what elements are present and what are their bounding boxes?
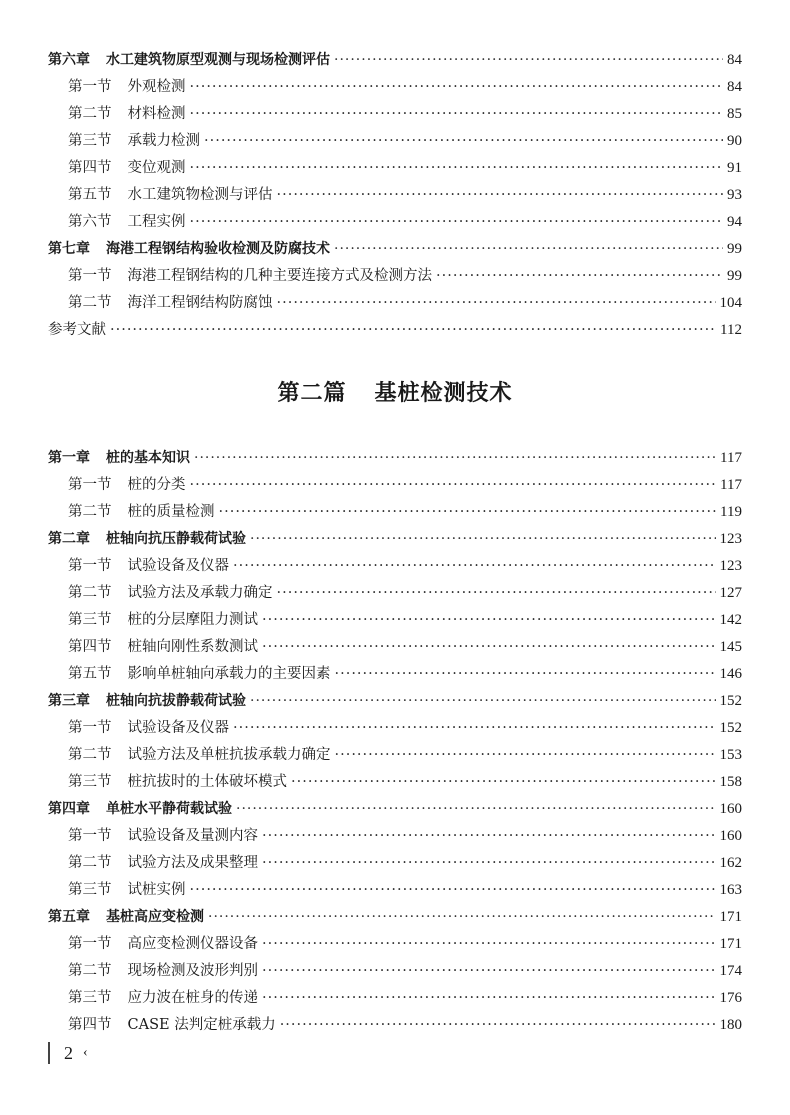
- toc-section-entry[interactable]: [48, 263, 742, 290]
- entry-number: 第三节: [68, 612, 112, 628]
- entry-title: 桩抗拔时的土体破坏模式: [127, 774, 287, 790]
- toc-chapter-entry[interactable]: [48, 688, 742, 715]
- toc-section-entry[interactable]: [48, 742, 742, 769]
- toc-section-entry[interactable]: [48, 823, 742, 850]
- toc-section-entry[interactable]: [48, 1012, 742, 1039]
- entry-number: 第一节: [68, 828, 112, 844]
- entry-page: 176: [719, 990, 742, 1006]
- dot-leader: [190, 155, 724, 182]
- entry-number: 第六节: [68, 214, 112, 230]
- dot-leader: [262, 850, 716, 877]
- toc-section-entry[interactable]: [48, 634, 742, 661]
- entry-title: 桩轴向刚性系数测试: [127, 639, 258, 655]
- entry-page: 142: [719, 612, 742, 628]
- entry-title: 海港工程钢结构验收检测及防腐技术: [106, 241, 330, 257]
- toc-section-entry[interactable]: [48, 472, 742, 499]
- entry-title: 试验设备及仪器: [127, 558, 229, 574]
- dot-leader: [262, 607, 716, 634]
- entry-title: 承载力检测: [127, 133, 200, 149]
- toc-section-entry[interactable]: [48, 985, 742, 1012]
- entry-title: 影响单桩轴向承载力的主要因素: [127, 666, 331, 682]
- dot-leader: [250, 688, 716, 715]
- entry-number: 第七章: [48, 241, 90, 257]
- entry-page: 171: [719, 909, 742, 925]
- entry-number: 第三节: [68, 882, 112, 898]
- entry-title: 试验方法及成果整理: [127, 855, 258, 871]
- entry-title: 水工建筑物原型观测与现场检测评估: [106, 52, 330, 68]
- toc-section-entry[interactable]: [48, 209, 742, 236]
- dot-leader: [110, 317, 716, 344]
- toc-section-entry[interactable]: [48, 877, 742, 904]
- entry-title: 试验方法及承载力确定: [127, 585, 273, 601]
- entry-title: 试验设备及仪器: [127, 720, 229, 736]
- dot-leader: [262, 931, 716, 958]
- toc-chapter-entry[interactable]: [48, 904, 742, 931]
- dot-leader: [233, 553, 716, 580]
- entry-title: 水工建筑物检测与评估: [127, 187, 273, 203]
- entry-number: 第一节: [68, 936, 112, 952]
- entry-title: 变位观测: [127, 160, 186, 176]
- entry-title: 外观检测: [127, 79, 186, 95]
- toc-part2: [48, 445, 742, 1039]
- entry-page: 153: [719, 747, 742, 763]
- toc-chapter-entry[interactable]: [48, 47, 742, 74]
- part-name: 基桩检测技术: [374, 380, 513, 406]
- entry-page: 90: [727, 133, 742, 149]
- entry-page: 146: [719, 666, 742, 682]
- entry-title: 高应变检测仪器设备: [127, 936, 258, 952]
- toc-section-entry[interactable]: [48, 580, 742, 607]
- entry-number: 第五章: [48, 909, 90, 925]
- toc-part1-tail: [48, 47, 742, 344]
- entry-title: 试验设备及量测内容: [127, 828, 258, 844]
- toc-section-entry[interactable]: [48, 499, 742, 526]
- dot-leader: [208, 904, 716, 931]
- entry-page: 99: [727, 241, 742, 257]
- part-title: [0, 376, 790, 407]
- entry-number: 第一节: [68, 477, 112, 493]
- entry-title: 桩的基本知识: [106, 450, 190, 466]
- toc-section-entry[interactable]: [48, 182, 742, 209]
- entry-page: 180: [719, 1017, 742, 1033]
- entry-page: 84: [727, 52, 742, 68]
- dot-leader: [277, 580, 716, 607]
- dot-leader: [236, 796, 716, 823]
- entry-title: 桩的分类: [127, 477, 186, 493]
- entry-page: 163: [719, 882, 742, 898]
- toc-section-entry[interactable]: [48, 958, 742, 985]
- entry-number: 第二节: [68, 504, 112, 520]
- page-number: 2: [64, 1042, 73, 1063]
- entry-page: 112: [720, 322, 742, 338]
- entry-title: 海港工程钢结构的几种主要连接方式及检测方法: [127, 268, 432, 284]
- entry-number: 第三章: [48, 693, 90, 709]
- entry-title: 材料检测: [127, 106, 186, 122]
- entry-title: 应力波在桩身的传递: [127, 990, 258, 1006]
- entry-number: 第一节: [68, 558, 112, 574]
- entry-number: 第二节: [68, 106, 112, 122]
- entry-title: 试验方法及单桩抗拔承载力确定: [127, 747, 331, 763]
- entry-number: 第五节: [68, 666, 112, 682]
- entry-title: 桩轴向抗拔静载荷试验: [106, 693, 246, 709]
- entry-page: 119: [720, 504, 742, 520]
- entry-page: 91: [727, 160, 742, 176]
- entry-number: 第四节: [68, 160, 112, 176]
- toc-section-entry[interactable]: [48, 101, 742, 128]
- entry-title: 试桩实例: [127, 882, 186, 898]
- entry-page: 127: [719, 585, 742, 601]
- entry-number: 第一节: [68, 268, 112, 284]
- dot-leader: [190, 209, 724, 236]
- entry-number: 第二节: [68, 963, 112, 979]
- entry-number: 第二节: [68, 747, 112, 763]
- entry-number: 第四章: [48, 801, 90, 817]
- entry-title: 工程实例: [127, 214, 186, 230]
- arrow-left-icon: ‹: [83, 1045, 88, 1060]
- toc-chapter-entry[interactable]: [48, 526, 742, 553]
- dot-leader: [204, 128, 723, 155]
- entry-title: 参考文献: [48, 322, 106, 338]
- entry-title: 桩的分层摩阻力测试: [127, 612, 258, 628]
- dot-leader: [250, 526, 716, 553]
- entry-page: 171: [719, 936, 742, 952]
- entry-page: 99: [727, 268, 742, 284]
- entry-number: 第三节: [68, 774, 112, 790]
- entry-number: 第三节: [68, 133, 112, 149]
- entry-page: 84: [727, 79, 742, 95]
- entry-number: 第二节: [68, 585, 112, 601]
- entry-page: 117: [720, 477, 742, 493]
- entry-number: 第六章: [48, 52, 90, 68]
- toc-references-entry[interactable]: [48, 317, 742, 344]
- entry-number: 第四节: [68, 1017, 112, 1033]
- dot-leader: [190, 74, 724, 101]
- dot-leader: [262, 985, 716, 1012]
- toc-section-entry[interactable]: [48, 607, 742, 634]
- dot-leader: [219, 499, 717, 526]
- toc-chapter-entry[interactable]: [48, 445, 742, 472]
- entry-page: 160: [719, 828, 742, 844]
- footer-rule: [48, 1042, 50, 1064]
- entry-page: 145: [719, 639, 742, 655]
- dot-leader: [334, 47, 723, 74]
- dot-leader: [335, 742, 716, 769]
- entry-title: 现场检测及波形判别: [127, 963, 258, 979]
- entry-title: 基桩高应变检测: [106, 909, 204, 925]
- toc-section-entry[interactable]: [48, 290, 742, 317]
- entry-page: 117: [720, 450, 742, 466]
- dot-leader: [194, 445, 716, 472]
- toc-section-entry[interactable]: [48, 715, 742, 742]
- toc-section-entry[interactable]: [48, 661, 742, 688]
- dot-leader: [291, 769, 716, 796]
- entry-page: 162: [719, 855, 742, 871]
- dot-leader: [190, 472, 717, 499]
- entry-number: 第一节: [68, 720, 112, 736]
- toc-chapter-entry[interactable]: [48, 796, 742, 823]
- entry-title: 桩轴向抗压静载荷试验: [106, 531, 246, 547]
- toc-section-entry[interactable]: [48, 74, 742, 101]
- entry-page: 158: [719, 774, 742, 790]
- toc-section-entry[interactable]: [48, 850, 742, 877]
- toc-section-entry[interactable]: [48, 553, 742, 580]
- entry-title: CASE 法判定桩承载力: [127, 1017, 276, 1033]
- entry-number: 第三节: [68, 990, 112, 1006]
- dot-leader: [277, 182, 724, 209]
- entry-page: 174: [719, 963, 742, 979]
- entry-page: 123: [719, 558, 742, 574]
- entry-number: 第一节: [68, 79, 112, 95]
- entry-number: 第四节: [68, 639, 112, 655]
- entry-page: 123: [719, 531, 742, 547]
- dot-leader: [436, 263, 723, 290]
- entry-page: 104: [719, 295, 742, 311]
- entry-page: 152: [719, 693, 742, 709]
- dot-leader: [335, 661, 716, 688]
- entry-page: 152: [719, 720, 742, 736]
- page-footer: [48, 1042, 88, 1064]
- dot-leader: [190, 877, 716, 904]
- entry-number: 第二章: [48, 531, 90, 547]
- toc-section-entry[interactable]: [48, 931, 742, 958]
- dot-leader: [277, 290, 716, 317]
- dot-leader: [262, 823, 716, 850]
- dot-leader: [190, 101, 724, 128]
- dot-leader: [262, 634, 716, 661]
- dot-leader: [233, 715, 716, 742]
- toc-chapter-entry[interactable]: [48, 236, 742, 263]
- entry-number: 第二节: [68, 855, 112, 871]
- entry-number: 第五节: [68, 187, 112, 203]
- dot-leader: [262, 958, 716, 985]
- entry-page: 160: [719, 801, 742, 817]
- toc-section-entry[interactable]: [48, 769, 742, 796]
- part-number: 第二篇: [277, 380, 347, 406]
- entry-title: 单桩水平静荷载试验: [106, 801, 232, 817]
- entry-title: 海洋工程钢结构防腐蚀: [127, 295, 273, 311]
- entry-number: 第一章: [48, 450, 90, 466]
- toc-section-entry[interactable]: [48, 155, 742, 182]
- entry-title: 桩的质量检测: [127, 504, 215, 520]
- entry-page: 94: [727, 214, 742, 230]
- toc-section-entry[interactable]: [48, 128, 742, 155]
- entry-page: 93: [727, 187, 742, 203]
- entry-number: 第二节: [68, 295, 112, 311]
- dot-leader: [334, 236, 723, 263]
- entry-page: 85: [727, 106, 742, 122]
- dot-leader: [280, 1012, 716, 1039]
